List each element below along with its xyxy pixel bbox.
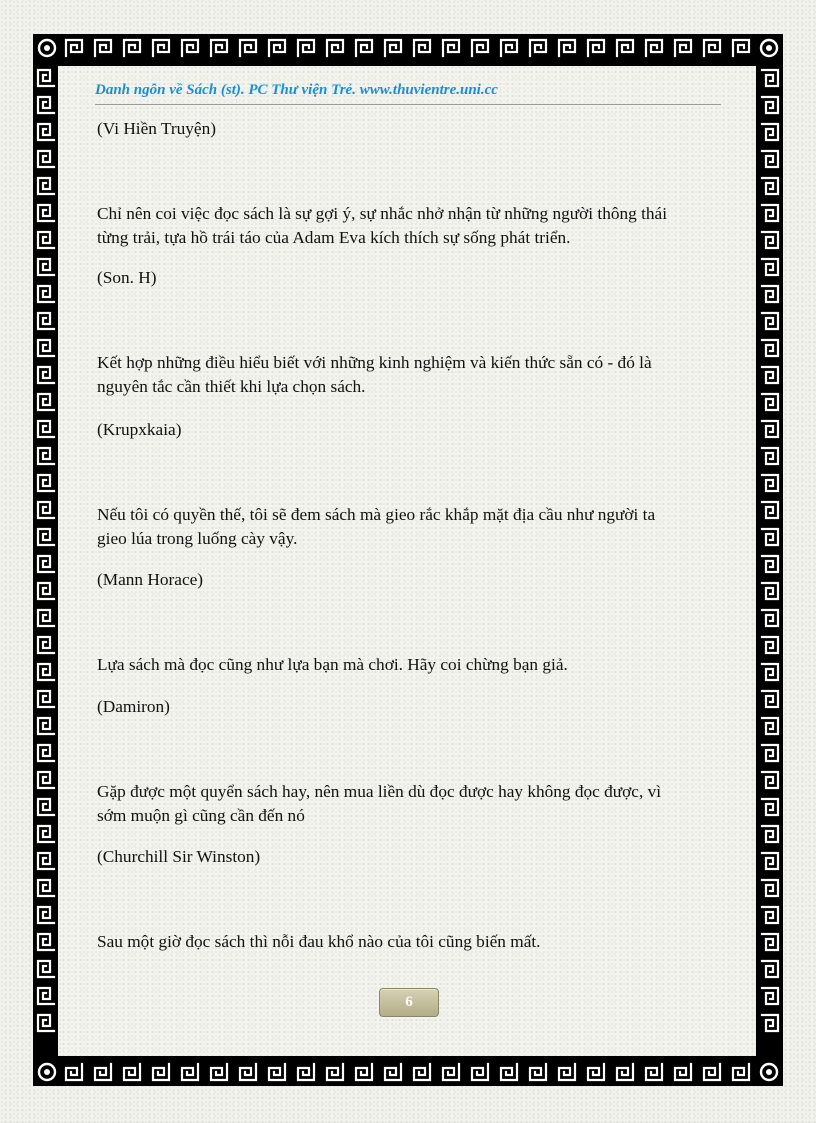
greek-key-tile <box>759 1012 781 1034</box>
text-line: (Son. H) <box>97 268 157 287</box>
greek-key-tile <box>643 1061 665 1086</box>
greek-key-tile <box>35 769 57 791</box>
greek-key-tile <box>498 1061 520 1086</box>
greek-key-tile <box>179 37 201 62</box>
corner-top-left-icon <box>36 37 58 59</box>
greek-key-tile <box>498 37 520 62</box>
greek-key-tile <box>759 364 781 386</box>
border-top <box>59 34 757 62</box>
greek-key-tile <box>585 37 607 62</box>
greek-key-tile <box>295 1061 317 1086</box>
text-line: Kết hợp những điều hiểu biết với những kinh nghiệm và kiến thức sẵn có - đó là <box>97 353 652 372</box>
greek-key-tile <box>643 37 665 62</box>
greek-key-tile <box>35 823 57 845</box>
greek-key-tile <box>35 931 57 953</box>
border-left <box>35 64 57 1054</box>
greek-key-tile <box>759 688 781 710</box>
greek-key-tile <box>759 877 781 899</box>
greek-key-tile <box>759 121 781 143</box>
greek-key-tile <box>208 1061 230 1086</box>
greek-key-tile <box>382 37 404 62</box>
greek-key-tile <box>759 553 781 575</box>
quote-source <box>97 266 727 290</box>
greek-key-tile <box>35 472 57 494</box>
greek-key-tile <box>759 418 781 440</box>
greek-key-tile <box>35 445 57 467</box>
quote-source <box>97 117 727 141</box>
header-rule <box>95 104 721 105</box>
greek-key-tile <box>672 37 694 62</box>
greek-key-tile <box>237 1061 259 1086</box>
greek-key-tile <box>150 1061 172 1086</box>
greek-key-tile <box>35 121 57 143</box>
text-line: (Krupxkaia) <box>97 420 182 439</box>
greek-key-tile <box>121 1061 143 1086</box>
greek-key-tile <box>35 877 57 899</box>
greek-key-tile <box>759 904 781 926</box>
quote-source <box>97 568 727 592</box>
greek-key-tile <box>759 229 781 251</box>
greek-key-tile <box>353 37 375 62</box>
greek-key-tile <box>556 1061 578 1086</box>
greek-key-tile <box>759 94 781 116</box>
greek-key-tile <box>35 742 57 764</box>
greek-key-tile <box>35 661 57 683</box>
greek-key-tile <box>266 1061 288 1086</box>
text-line: (Churchill Sir Winston) <box>97 847 261 866</box>
text-line: (Mann Horace) <box>97 570 204 589</box>
greek-key-tile <box>411 37 433 62</box>
quote-text <box>97 202 727 250</box>
greek-key-tile <box>527 1061 549 1086</box>
greek-key-tile <box>759 985 781 1007</box>
greek-key-tile <box>701 1061 723 1086</box>
text-line: từng trải, tựa hồ trái táo của Adam Eva kích thích sự sống phát triển. <box>97 228 571 247</box>
greek-key-tile <box>759 391 781 413</box>
greek-key-tile <box>35 634 57 656</box>
greek-key-tile <box>382 1061 404 1086</box>
greek-key-tile <box>614 1061 636 1086</box>
greek-key-tile <box>35 985 57 1007</box>
greek-key-tile <box>63 37 85 62</box>
greek-key-tile <box>440 37 462 62</box>
greek-key-tile <box>35 256 57 278</box>
greek-key-tile <box>35 283 57 305</box>
greek-key-tile <box>672 1061 694 1086</box>
text-line: (Damiron) <box>97 697 170 716</box>
greek-key-tile <box>759 715 781 737</box>
greek-key-tile <box>35 499 57 521</box>
greek-key-tile <box>759 580 781 602</box>
greek-key-tile <box>35 364 57 386</box>
text-line: (Vi Hiền Truyện) <box>97 119 216 138</box>
text-line: gieo lúa trong luống cày vậy. <box>97 529 298 548</box>
greek-key-tile <box>469 37 491 62</box>
greek-key-tile <box>35 553 57 575</box>
quote-source <box>97 418 727 442</box>
greek-key-tile <box>92 37 114 62</box>
greek-key-tile <box>730 37 752 62</box>
greek-key-tile <box>759 796 781 818</box>
greek-key-tile <box>35 94 57 116</box>
greek-key-tile <box>35 607 57 629</box>
text-line: Sau một giờ đọc sách thì nỗi đau khổ nào của tôi cũng biến mất. <box>97 932 541 951</box>
greek-key-tile <box>92 1061 114 1086</box>
text-line: sớm muộn gì cũng cần đến nó <box>97 806 305 825</box>
border-right <box>759 64 781 1054</box>
text-line: Nếu tôi có quyền thế, tôi sẽ đem sách mà gieo rắc khắp mặt địa cầu như người ta <box>97 505 656 524</box>
page-number-badge: 6 <box>379 988 439 1017</box>
greek-key-tile <box>759 67 781 89</box>
greek-key-tile <box>35 310 57 332</box>
greek-key-tile <box>179 1061 201 1086</box>
greek-key-tile <box>35 715 57 737</box>
greek-key-tile <box>759 850 781 872</box>
greek-key-tile <box>35 580 57 602</box>
greek-key-tile <box>759 256 781 278</box>
greek-key-tile <box>150 37 172 62</box>
greek-key-tile <box>556 37 578 62</box>
greek-key-tile <box>759 607 781 629</box>
greek-key-tile <box>35 202 57 224</box>
greek-key-tile <box>295 37 317 62</box>
greek-key-tile <box>35 1012 57 1034</box>
greek-key-tile <box>614 37 636 62</box>
greek-key-tile <box>411 1061 433 1086</box>
greek-key-tile <box>759 148 781 170</box>
greek-key-tile <box>759 769 781 791</box>
greek-key-tile <box>35 148 57 170</box>
greek-key-tile <box>759 634 781 656</box>
greek-key-tile <box>35 418 57 440</box>
greek-key-tile <box>35 391 57 413</box>
greek-key-tile <box>730 1061 752 1086</box>
greek-key-tile <box>35 229 57 251</box>
quote-source <box>97 695 727 719</box>
border-bottom <box>59 1058 757 1086</box>
greek-key-tile <box>237 37 259 62</box>
greek-key-tile <box>759 310 781 332</box>
greek-key-tile <box>759 526 781 548</box>
quote-text <box>97 351 727 399</box>
greek-key-tile <box>527 37 549 62</box>
greek-key-tile <box>35 796 57 818</box>
greek-key-tile <box>324 1061 346 1086</box>
greek-key-tile <box>35 904 57 926</box>
text-line: Lựa sách mà đọc cũng như lựa bạn mà chơi. Hãy coi chừng bạn giả. <box>97 655 568 674</box>
page-header: Danh ngôn về Sách (st). PC Thư viện Trẻ. www.thuvientre.uni.cc <box>95 82 498 98</box>
greek-key-tile <box>759 823 781 845</box>
greek-key-tile <box>759 499 781 521</box>
quote-text <box>97 503 727 551</box>
greek-key-tile <box>266 37 288 62</box>
greek-key-tile <box>35 526 57 548</box>
greek-key-tile <box>324 37 346 62</box>
greek-key-tile <box>35 850 57 872</box>
greek-key-tile <box>759 337 781 359</box>
corner-top-right-icon <box>758 37 780 59</box>
quote-text <box>97 653 727 677</box>
greek-key-tile <box>353 1061 375 1086</box>
greek-key-tile <box>759 931 781 953</box>
greek-key-tile <box>35 67 57 89</box>
greek-key-tile <box>35 688 57 710</box>
greek-key-tile <box>35 958 57 980</box>
greek-key-tile <box>63 1061 85 1086</box>
greek-key-tile <box>759 958 781 980</box>
greek-key-tile <box>585 1061 607 1086</box>
text-line: Gặp được một quyển sách hay, nên mua liền dù đọc được hay không đọc được, vì <box>97 782 662 801</box>
greek-key-tile <box>759 202 781 224</box>
greek-key-tile <box>440 1061 462 1086</box>
quote-text <box>97 780 727 828</box>
quote-source <box>97 845 727 869</box>
text-line: Chỉ nên coi việc đọc sách là sự gợi ý, sự nhắc nhở nhận từ những người thông thái <box>97 204 668 223</box>
greek-key-tile <box>208 37 230 62</box>
greek-key-tile <box>759 445 781 467</box>
greek-key-tile <box>759 283 781 305</box>
greek-key-tile <box>35 175 57 197</box>
greek-key-tile <box>121 37 143 62</box>
text-line: nguyên tắc cần thiết khi lựa chọn sách. <box>97 377 366 396</box>
greek-key-tile <box>759 661 781 683</box>
greek-key-tile <box>469 1061 491 1086</box>
corner-bottom-left-icon <box>36 1061 58 1083</box>
greek-key-tile <box>759 472 781 494</box>
greek-key-tile <box>759 742 781 764</box>
corner-bottom-right-icon <box>758 1061 780 1083</box>
quote-text <box>97 930 727 954</box>
greek-key-tile <box>759 175 781 197</box>
greek-key-tile <box>701 37 723 62</box>
greek-key-tile <box>35 337 57 359</box>
